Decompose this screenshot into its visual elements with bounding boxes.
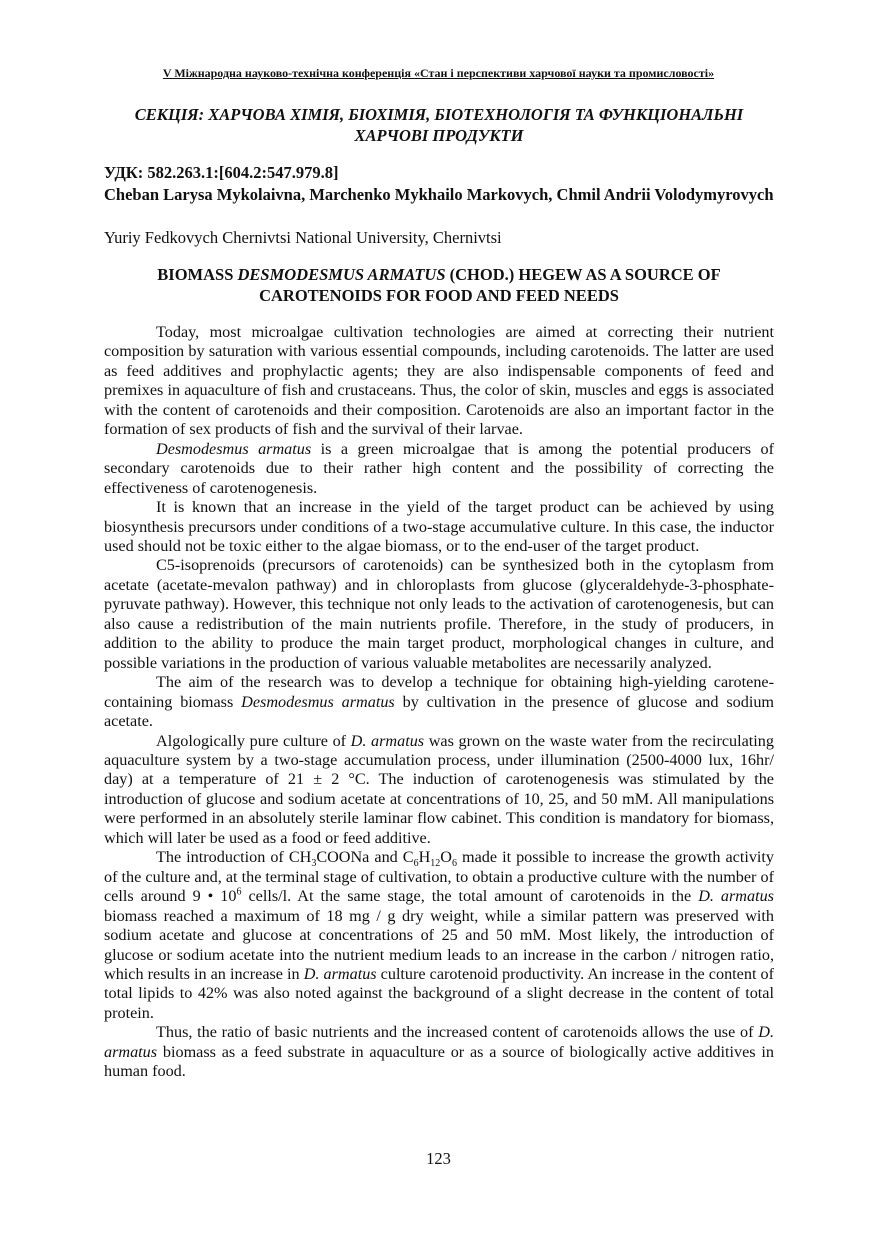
paper-title-line2: CAROTENOIDS FOR FOOD AND FEED NEEDS <box>259 286 619 305</box>
species-name: Desmodesmus armatus <box>241 692 395 711</box>
paragraph-5: The aim of the research was to develop a technique for obtaining high-yielding carotene-containing biomass Desmodesmus armatus by cultivation in the presence of glucose and sodium acetate. <box>104 673 775 731</box>
title-species: DESMODESMUS ARMATUS <box>237 265 446 284</box>
section-heading-line2: ХАРЧОВІ ПРОДУКТИ <box>354 126 524 145</box>
paragraph-2: Desmodesmus armatus is a green microalgae that is among the potential producers of secondary carotenoids due to their rather high content and the possibility of correcting the effectiveness of carotenogenesis. <box>104 439 774 497</box>
species-name: D. armatus <box>350 731 425 750</box>
paragraph-6: Algologically pure culture of D. armatus was grown on the waste water from the recirculating aquaculture system by a two-stage accumulation process, under illumination (2500-4000 lux, 16hr/ day) at a temperature of 21 ± 2 °C. The induction of carotenogenesis was stimulated by the introduction of glucose and sodium acetate at concentrations of 10, 25, and 50 mM. All manipulations were performed in an absolutely sterile laminar flow cabinet. This condition is mandatory for biomass, which will later be used as a food or feed additive. <box>104 731 774 847</box>
conference-header: V Міжнародна науково-технічна конференція «Стан і перспективи харчової науки та промисловості» <box>162 66 715 80</box>
species-name: D. armatus <box>104 1023 774 1061</box>
species-name: D. armatus <box>303 964 377 983</box>
authors: Cheban Larysa Mykolaivna, Marchenko Mykhailo Markovych, Chmil Andrii Volodymyrovych <box>104 185 774 204</box>
article-body <box>104 323 774 1082</box>
paragraph-7: The introduction of $CH_3COONa$ and $C_6H_{12}O_6$ made it possible to increase the growth activity of the culture and, at the terminal stage of cultivation, to obtain a productive culture with the number of cells around 9 • $10^6$ cells/l. At the same stage, the total amount of carotenoids in the D. armatus biomass reached a maximum of 18 mg / g dry weight, while a similar pattern was preserved with sodium acetate and glucose at concentrations of 25 and 50 mM. Most likely, the introduction of glucose or sodium acetate into the nutrient medium leads to an increase in the carbon / nitrogen ratio, which results in an increase in D. armatus culture carotenoid productivity. An increase in the content of total lipids to 42% was also noted against the background of a slight decrease in the content of total protein. <box>104 848 775 1022</box>
section-heading <box>104 104 774 146</box>
paragraph-3: It is known that an increase in the yield of the target product can be achieved by using biosynthesis precursors under conditions of a two-stage accumulative culture. In this case, the inductor used should not be toxic either to the algae biomass, or to the end-user of the target product. <box>104 498 774 555</box>
paragraph-8: Thus, the ratio of basic nutrients and the increased content of carotenoids allows the use of D. armatus biomass as a feed substrate in aquaculture or as a source of biologically active additives in human food. <box>104 1023 774 1081</box>
udk-code: УДК: 582.263.1:[604.2:547.979.8] <box>104 163 339 182</box>
paragraph-4: C5-isoprenoids (precursors of carotenoids) can be synthesized both in the cytoplasm from acetate (acetate-mevalon pathway) and in chloroplasts from glucose (glyceraldehyde-3-phosphate-pyruvate pathway). However, this technique not only leads to the activation of carotenogenesis, but can also cause a redistribution of the main nutrients profile. Therefore, in the study of producers, in addition to the ability to produce the main target product, morphological changes in culture, and possible variations in the production of various valuable metabolites are necessarily analyzed. <box>104 556 774 672</box>
affiliation: Yuriy Fedkovych Chernivtsi National University, Chernivtsi <box>104 228 502 247</box>
species-name: D. armatus <box>698 887 774 906</box>
paragraph-1: Today, most microalgae cultivation technologies are aimed at correcting their nutrient composition by saturation with various essential compounds, including carotenoids. The latter are used as feed additives and prophylactic agents; they are also indispensable components of feed and premixes in aquaculture of fish and crustaceans. Thus, the color of skin, muscles and eggs is associated with the content of carotenoids and their composition. Carotenoids are also an important factor in the formation of sex products of fish and the survival of their larvae. <box>104 323 774 439</box>
paper-title <box>104 264 774 306</box>
page-number: 123 <box>426 1149 451 1168</box>
paper-title-line1: BIOMASS DESMODESMUS ARMATUS (CHOD.) HEGEW AS A SOURCE OF <box>157 265 721 284</box>
section-heading-line1: СЕКЦІЯ: ХАРЧОВА ХІМІЯ, БІОХІМІЯ, БІОТЕХНОЛОГІЯ ТА ФУНКЦІОНАЛЬНІ <box>134 105 744 124</box>
species-name: Desmodesmus armatus <box>156 439 312 458</box>
